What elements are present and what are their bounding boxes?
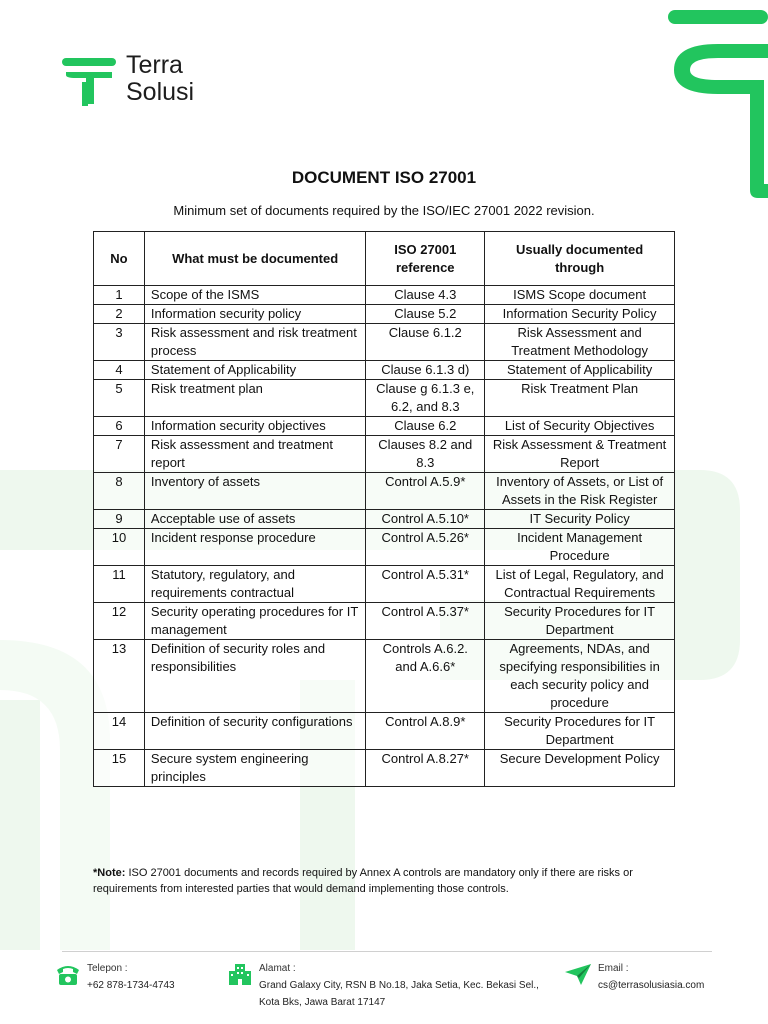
row-what: Secure system engineering principles: [144, 750, 365, 787]
row-through: Secure Development Policy: [485, 750, 675, 787]
row-through: List of Legal, Regulatory, and Contractual Requirements: [485, 566, 675, 603]
row-through: Inventory of Assets, or List of Assets in the Risk Register: [485, 473, 675, 510]
header-what: What must be documented: [144, 232, 365, 286]
table-row: [94, 473, 675, 510]
document-subtitle: Minimum set of documents required by the ISO/IEC 27001 2022 revision.: [173, 203, 595, 218]
address-line-2: Kota Bks, Jawa Barat 17147: [259, 997, 386, 1008]
row-what: Risk treatment plan: [144, 380, 365, 417]
row-reference: Clause g 6.1.3 e, 6.2, and 8.3: [366, 380, 485, 417]
logo-line-1: Terra: [126, 51, 183, 79]
header-reference: ISO 27001 reference: [366, 232, 485, 286]
row-through: Agreements, NDAs, and specifying responsibilities in each security policy and procedure: [485, 640, 675, 713]
row-no: 10: [94, 529, 145, 566]
row-what: Risk assessment and risk treatment process: [144, 324, 365, 361]
table-row: [94, 640, 675, 713]
row-what: Information security objectives: [144, 417, 365, 436]
row-what: Inventory of assets: [144, 473, 365, 510]
row-reference: Control A.5.31*: [366, 566, 485, 603]
phone-label: Telepon :: [87, 963, 128, 974]
row-no: 3: [94, 324, 145, 361]
row-what: Acceptable use of assets: [144, 510, 365, 529]
row-no: 2: [94, 305, 145, 324]
row-what: Definition of security configurations: [144, 713, 365, 750]
table-row: [94, 361, 675, 380]
table-row: [94, 713, 675, 750]
row-what: Scope of the ISMS: [144, 286, 365, 305]
table-row: [94, 750, 675, 787]
footnote: [93, 865, 693, 897]
row-reference: Clause 6.1.2: [366, 324, 485, 361]
address-line-1: Grand Galaxy City, RSN B No.18, Jaka Setia, Kec. Bekasi Sel.,: [259, 980, 539, 991]
row-through: List of Security Objectives: [485, 417, 675, 436]
row-what: Security operating procedures for IT management: [144, 603, 365, 640]
row-reference: Clause 4.3: [366, 286, 485, 305]
footer-divider: [62, 951, 712, 952]
email-address[interactable]: cs@terrasolusiasia.com: [598, 980, 705, 991]
company-logo: [60, 52, 230, 112]
row-reference: Control A.5.37*: [366, 603, 485, 640]
row-what: Statutory, regulatory, and requirements contractual: [144, 566, 365, 603]
row-no: 5: [94, 380, 145, 417]
row-reference: Clause 5.2: [366, 305, 485, 324]
document-title: DOCUMENT ISO 27001: [291, 168, 477, 187]
row-through: Security Procedures for IT Department: [485, 713, 675, 750]
row-what: Incident response procedure: [144, 529, 365, 566]
phone-number[interactable]: +62 878-1734-4743: [87, 980, 175, 991]
row-through: Statement of Applicability: [485, 361, 675, 380]
paper-plane-icon: [564, 962, 592, 986]
row-no: 11: [94, 566, 145, 603]
row-no: 6: [94, 417, 145, 436]
table-row: [94, 380, 675, 417]
row-what: Risk assessment and treatment report: [144, 436, 365, 473]
table-row: [94, 529, 675, 566]
table-header-row: [94, 232, 675, 286]
table-row: [94, 436, 675, 473]
email-label: Email :: [598, 963, 629, 974]
row-reference: Clause 6.1.3 d): [366, 361, 485, 380]
row-reference: Control A.8.27*: [366, 750, 485, 787]
table-row: [94, 603, 675, 640]
note-label: *Note:: [93, 867, 126, 879]
documents-table: [93, 231, 675, 787]
row-no: 7: [94, 436, 145, 473]
phone-icon: [55, 964, 81, 986]
footer-address: [259, 960, 539, 1011]
row-through: Incident Management Procedure: [485, 529, 675, 566]
table-row: [94, 510, 675, 529]
row-reference: Control A.8.9*: [366, 713, 485, 750]
table-row: [94, 417, 675, 436]
header-no: No: [94, 232, 145, 286]
row-reference: Control A.5.10*: [366, 510, 485, 529]
row-reference: Clause 6.2: [366, 417, 485, 436]
logo-line-2: Solusi: [126, 78, 195, 106]
footer-phone: [87, 960, 175, 994]
footer-email: [598, 960, 704, 994]
logo-wordmark: [126, 52, 194, 106]
row-what: Information security policy: [144, 305, 365, 324]
row-through: Risk Assessment and Treatment Methodology: [485, 324, 675, 361]
row-reference: Controls A.6.2. and A.6.6*: [366, 640, 485, 713]
row-through: Risk Treatment Plan: [485, 380, 675, 417]
row-reference: Control A.5.26*: [366, 529, 485, 566]
row-reference: Control A.5.9*: [366, 473, 485, 510]
row-what: Definition of security roles and responsibilities: [144, 640, 365, 713]
row-through: Information Security Policy: [485, 305, 675, 324]
table-row: [94, 324, 675, 361]
note-text: ISO 27001 documents and records required by Annex A controls are mandatory only if there are risks or requirements from interested parties that would demand implementing those controls.: [93, 867, 633, 895]
row-no: 9: [94, 510, 145, 529]
row-no: 13: [94, 640, 145, 713]
table-row: [94, 305, 675, 324]
row-no: 8: [94, 473, 145, 510]
row-reference: Clauses 8.2 and 8.3: [366, 436, 485, 473]
row-no: 1: [94, 286, 145, 305]
table-row: [94, 566, 675, 603]
row-no: 14: [94, 713, 145, 750]
row-through: IT Security Policy: [485, 510, 675, 529]
row-no: 4: [94, 361, 145, 380]
row-no: 12: [94, 603, 145, 640]
table-row: [94, 286, 675, 305]
building-icon: [228, 962, 252, 986]
header-through: Usually documented through: [485, 232, 675, 286]
logo-mark-icon: [60, 56, 118, 108]
row-through: Security Procedures for IT Department: [485, 603, 675, 640]
row-what: Statement of Applicability: [144, 361, 365, 380]
row-through: Risk Assessment & Treatment Report: [485, 436, 675, 473]
address-label: Alamat :: [259, 963, 296, 974]
row-no: 15: [94, 750, 145, 787]
row-through: ISMS Scope document: [485, 286, 675, 305]
